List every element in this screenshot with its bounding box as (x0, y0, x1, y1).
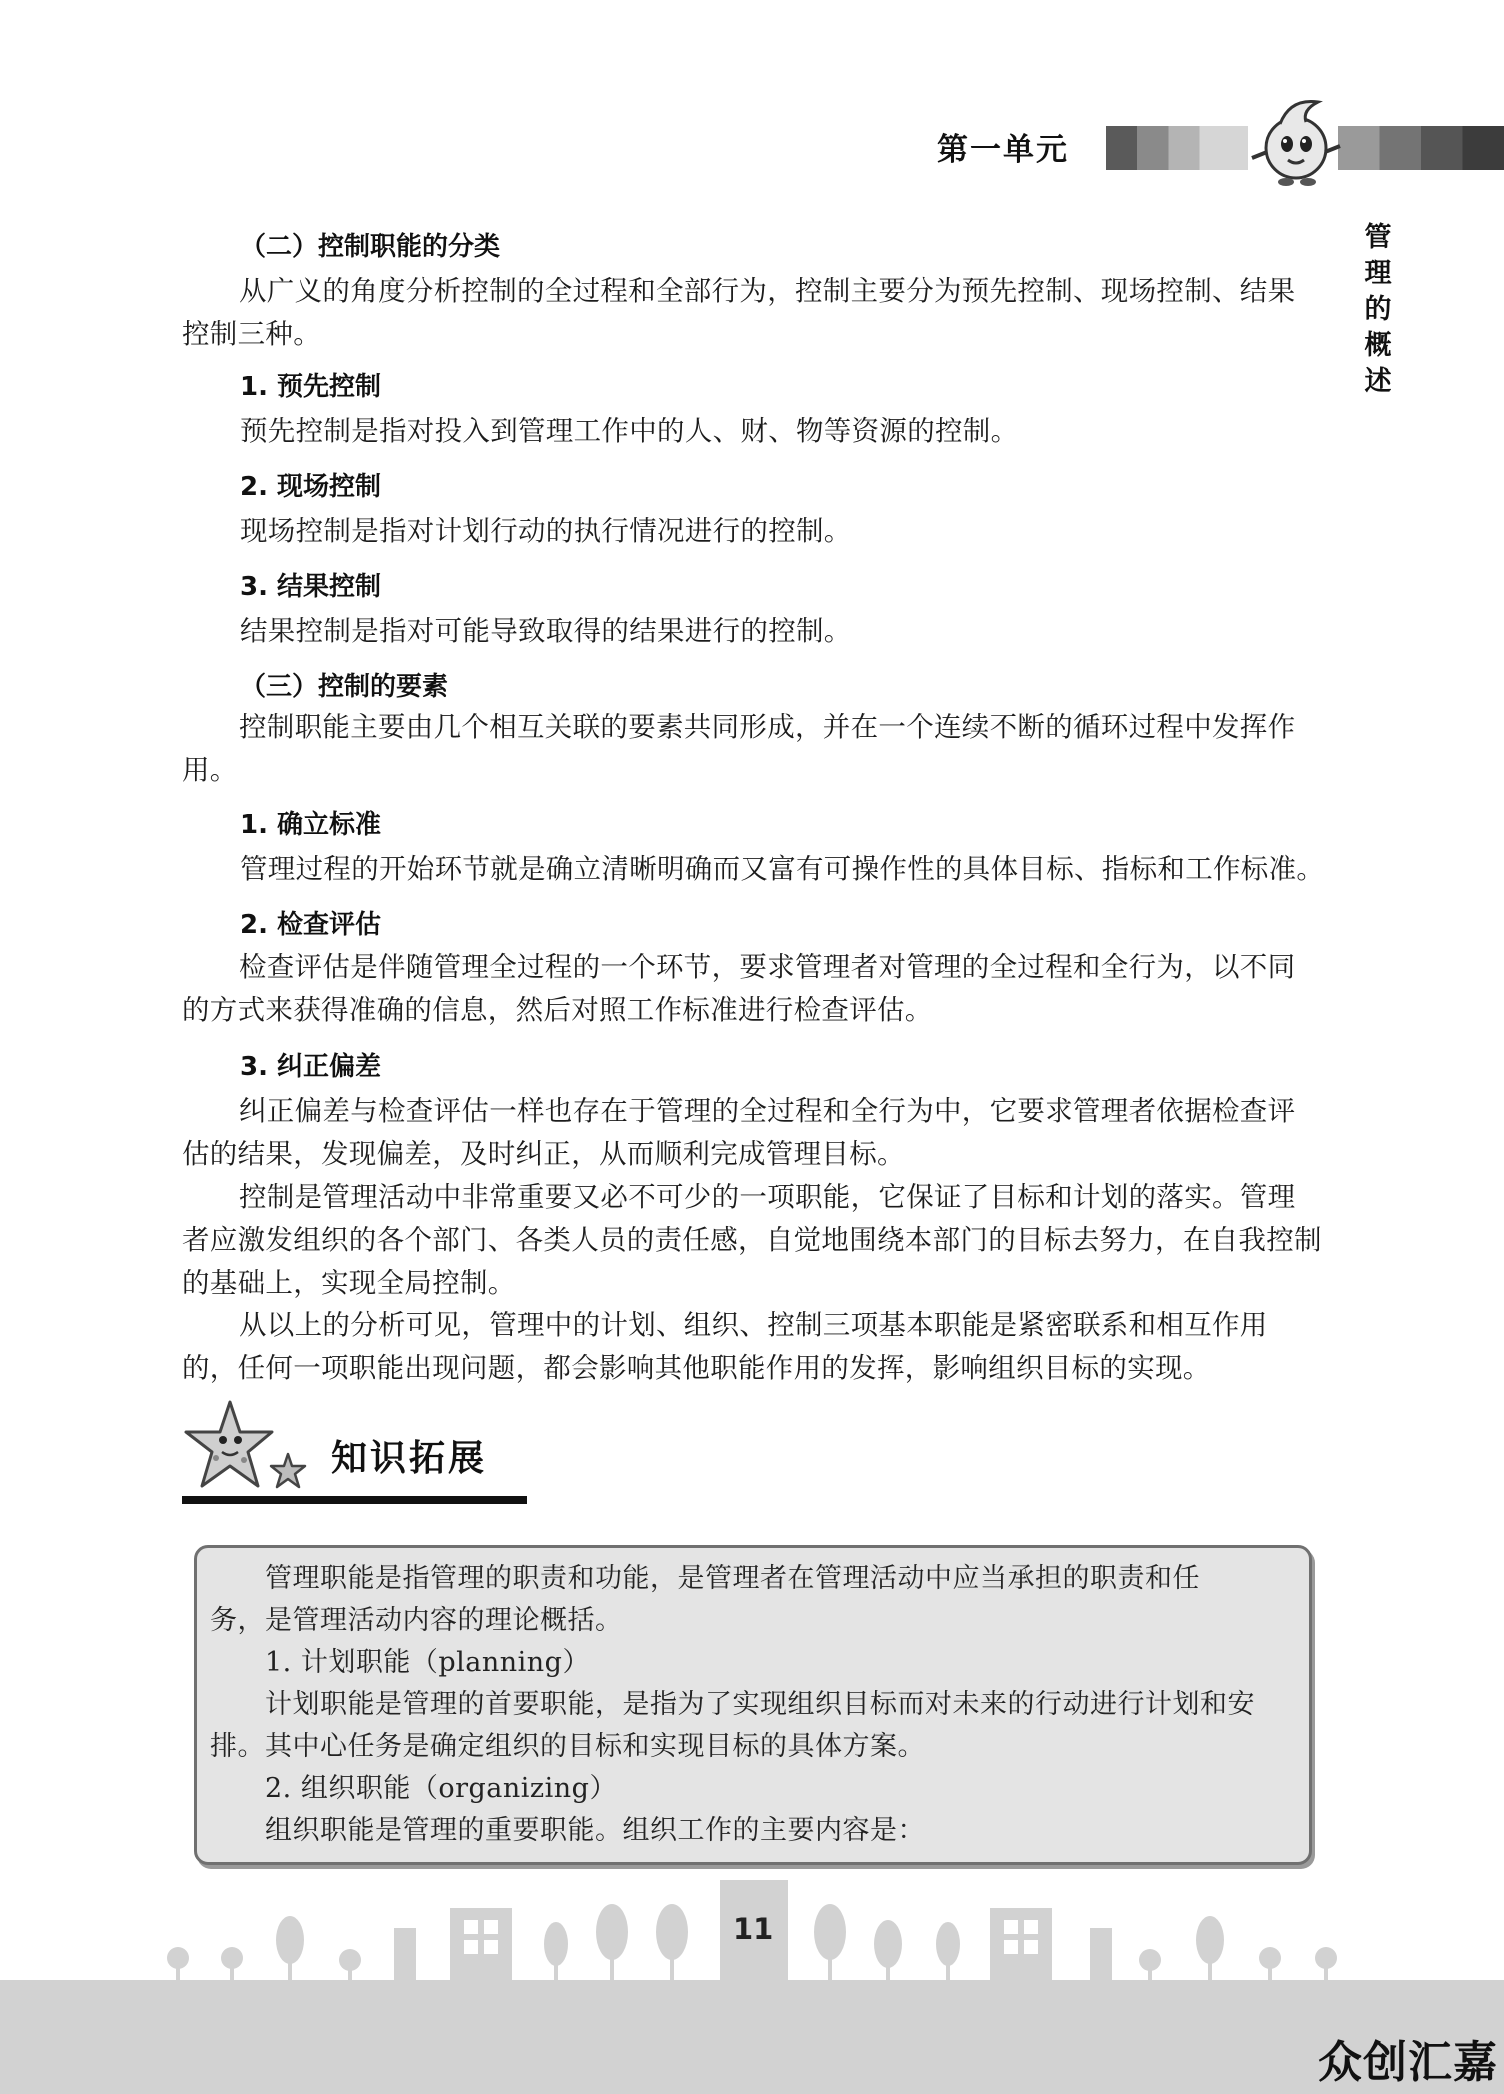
item-text-preventive: 预先控制是指对投入到管理工作中的人、财、物等资源的控制。 (240, 415, 1019, 447)
paragraph-elements-intro: 控制职能主要由几个相互关联的要素共同形成，并在一个连续不断的循环过程中发挥作用。 (182, 711, 1296, 786)
section-heading-elements: （三）控制的要素 (240, 672, 449, 702)
starfish-icon (178, 1396, 318, 1500)
knowledge-line: 2. 组织职能（organizing） (210, 1773, 617, 1804)
item-heading-result: 3. 结果控制 (240, 572, 382, 602)
mascot-drop-icon (1240, 94, 1350, 186)
paragraph-summary: 从以上的分析可见，管理中的计划、组织、控制三项基本职能是紧密联系和相互作用的，任何一项职能出现问题，都会影响其他职能作用的发挥，影响组织目标的实现。 (182, 1309, 1268, 1384)
item-text-result: 结果控制是指对可能导致取得的结果进行的控制。 (240, 615, 852, 647)
knowledge-line: 排。其中心任务是确定组织的目标和实现目标的具体方案。 (210, 1731, 925, 1762)
item-heading-correction: 3. 纠正偏差 (240, 1052, 382, 1082)
item-text-correction: 纠正偏差与检查评估一样也存在于管理的全过程和全行为中，它要求管理者依据检查评估的结果，发现偏差，及时纠正，从而顺利完成管理目标。 (182, 1095, 1296, 1170)
item-heading-evaluation: 2. 检查评估 (240, 910, 382, 940)
paragraph-control-importance: 控制是管理活动中非常重要又必不可少的一项职能，它保证了目标和计划的落实。管理者应激发组织的各个部门、各类人员的责任感，自觉地围绕本部门的目标去努力，在自我控制的基础上，实现全局控制。 (182, 1181, 1322, 1299)
item-heading-standard: 1. 确立标准 (240, 810, 382, 840)
page-number: 11 (733, 1912, 774, 1946)
knowledge-line: 1. 计划职能（planning） (210, 1647, 590, 1678)
knowledge-extension-title: 知识拓展 (331, 1438, 488, 1479)
footer-ground (0, 1980, 1504, 2094)
paragraph-classification-intro: 从广义的角度分析控制的全过程和全部行为，控制主要分为预先控制、现场控制、结果控制三种。 (182, 275, 1296, 350)
knowledge-line: 管理职能是指管理的职责和功能，是管理者在管理活动中应当承担的职责和任 (210, 1563, 1200, 1594)
knowledge-line: 务，是管理活动内容的理论概括。 (210, 1605, 623, 1636)
knowledge-title-underline (182, 1496, 527, 1504)
knowledge-line: 组织职能是管理的重要职能。组织工作的主要内容是： (210, 1815, 925, 1846)
chapter-side-title: 管理的概述 (1364, 222, 1392, 397)
item-text-evaluation: 检查评估是伴随管理全过程的一个环节，要求管理者对管理的全过程和全行为，以不同的方式来获得准确的信息，然后对照工作标准进行检查评估。 (182, 951, 1296, 1026)
watermark-text: 众创汇嘉 (1318, 2037, 1498, 2088)
section-heading-classification: （二）控制职能的分类 (240, 232, 501, 262)
unit-title: 第一单元 (937, 132, 1069, 168)
item-text-standard: 管理过程的开始环节就是确立清晰明确而又富有可操作性的具体目标、指标和工作标准。 (240, 853, 1325, 885)
knowledge-line: 计划职能是管理的首要职能，是指为了实现组织目标而对未来的行动进行计划和安 (210, 1689, 1255, 1720)
item-text-onsite: 现场控制是指对计划行动的执行情况进行的控制。 (240, 515, 852, 547)
item-heading-preventive: 1. 预先控制 (240, 372, 382, 402)
item-heading-onsite: 2. 现场控制 (240, 472, 382, 502)
